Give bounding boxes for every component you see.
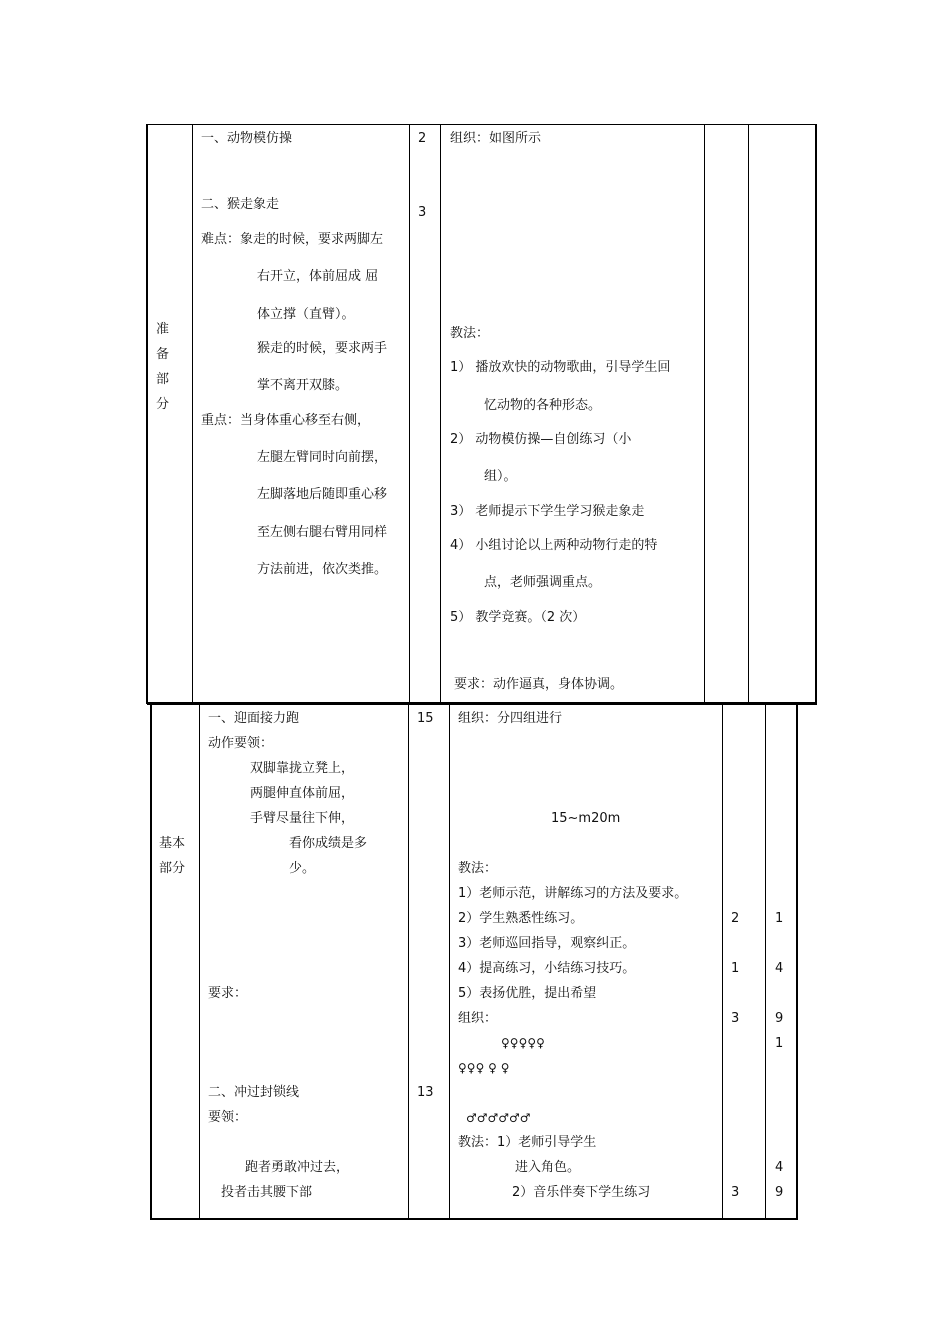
time-value: 3 — [418, 205, 427, 220]
exercise-title: 二、冲过封锁线 — [208, 1085, 300, 1100]
difficulty-line: 难点：象走的时候，要求两脚左 — [201, 232, 384, 247]
essentials-label: 要领： — [208, 1110, 248, 1125]
table2-bottom-border — [150, 1218, 798, 1220]
col5-value: 1 — [731, 961, 740, 976]
formation-female-row: ♀♀♀ ♀ ♀ — [458, 1061, 510, 1075]
method-line: 5）表扬优胜，提出希望 — [458, 986, 597, 1001]
table1-divider-1 — [192, 124, 193, 704]
time-value: 15 — [417, 711, 434, 726]
method-line: 4）提高练习，小结练习技巧。 — [458, 961, 636, 976]
organization-text: 组织：分四组进行 — [458, 711, 563, 726]
table2-left-border — [150, 704, 152, 1220]
table2-divider-5 — [765, 704, 766, 1220]
key-point-line: 左脚落地后随即重心移 — [257, 487, 388, 502]
table2-divider-1 — [199, 704, 200, 1220]
table1-top-border — [147, 124, 817, 125]
difficulty-line: 右开立，体前屈成 屈 — [257, 269, 379, 284]
table1-left-border — [146, 124, 148, 704]
col6-value: 4 — [775, 961, 784, 976]
essentials-line: 两腿伸直体前屈， — [250, 786, 355, 801]
method-label: 教法： — [458, 861, 498, 876]
section-label: 部分 — [159, 861, 186, 876]
section-label: 基本 — [159, 836, 186, 851]
method-line: 2）音乐伴奏下学生练习 — [512, 1185, 651, 1200]
col5-value: 2 — [731, 911, 740, 926]
exercise-title: 一、动物模仿操 — [201, 131, 293, 146]
requirement-label: 要求： — [208, 986, 248, 1001]
section-char: 备 — [156, 347, 170, 362]
col6-value: 9 — [775, 1185, 784, 1200]
key-point-line: 方法前进，依次类推。 — [257, 562, 388, 577]
table1-divider-2 — [409, 124, 410, 704]
time-value: 13 — [417, 1085, 434, 1100]
table1-divider-5 — [748, 124, 749, 704]
section-char: 分 — [156, 397, 170, 412]
key-point-line: 至左侧右腿右臂用同样 — [257, 525, 388, 540]
essentials-line: 投者击其腰下部 — [221, 1185, 313, 1200]
essentials-line: 双脚靠拢立凳上， — [250, 761, 355, 776]
method-line: 3） 老师提示下学生学习猴走象走 — [450, 504, 645, 519]
method-line: 5） 教学竞赛。（2 次） — [450, 610, 586, 625]
requirement-text: 要求：动作逼真，身体协调。 — [454, 677, 624, 692]
col6-value: 4 — [775, 1160, 784, 1175]
table1-bottom-border — [147, 702, 817, 705]
formation-male-row: ♂♂♂♂♂♂ — [466, 1111, 531, 1125]
method-line: 3）老师巡回指导，观察纠正。 — [458, 936, 636, 951]
col5-value: 3 — [731, 1011, 740, 1026]
method-line: 进入角色。 — [515, 1160, 581, 1175]
exercise-title: 一、迎面接力跑 — [208, 711, 300, 726]
essentials-label: 动作要领： — [208, 736, 274, 751]
method-line: 点，老师强调重点。 — [484, 575, 602, 590]
difficulty-line: 猴走的时候，要求两手 — [257, 341, 388, 356]
section-char: 部 — [156, 372, 170, 387]
difficulty-line: 掌不离开双膝。 — [257, 378, 349, 393]
method-line: 忆动物的各种形态。 — [484, 398, 602, 413]
distance-label: 15~m20m — [551, 811, 621, 826]
col6-value: 1 — [775, 1036, 784, 1051]
method-line: 4） 小组讨论以上两种动物行走的特 — [450, 538, 658, 553]
method-label: 教法： — [450, 326, 490, 341]
method-line: 1） 播放欢快的动物歌曲，引导学生回 — [450, 360, 671, 375]
method-line: 2） 动物模仿操—自创练习（小 — [450, 432, 632, 447]
organization-label: 组织： — [458, 1011, 498, 1026]
table1-divider-3 — [440, 124, 441, 704]
key-point-line: 重点：当身体重心移至右侧， — [201, 413, 371, 428]
key-point-line: 左腿左臂同时向前摆， — [257, 450, 388, 465]
col5-value: 3 — [731, 1185, 740, 1200]
essentials-line: 跑者勇敢冲过去， — [245, 1160, 350, 1175]
section-char: 准 — [156, 322, 170, 337]
col6-value: 1 — [775, 911, 784, 926]
table2-right-border — [796, 704, 798, 1220]
method-line: 1）老师示范，讲解练习的方法及要求。 — [458, 886, 688, 901]
time-value: 2 — [418, 131, 427, 146]
method-line: 组）。 — [484, 469, 517, 484]
essentials-line: 看你成绩是多 — [289, 836, 368, 851]
exercise-title: 二、猴走象走 — [201, 197, 280, 212]
difficulty-line: 体立撑（直臂）。 — [257, 307, 355, 322]
organization-text: 组织：如图所示 — [450, 131, 542, 146]
table1-right-border — [815, 124, 817, 704]
method-line: 2）学生熟悉性练习。 — [458, 911, 584, 926]
formation-female-row: ♀♀♀♀♀ — [501, 1036, 545, 1050]
essentials-line: 少。 — [289, 861, 316, 876]
table2-divider-4 — [722, 704, 723, 1220]
essentials-line: 手臂尽量往下伸， — [250, 811, 355, 826]
table1-divider-4 — [704, 124, 705, 704]
method-line: 教法：1）老师引导学生 — [458, 1135, 597, 1150]
table2-divider-3 — [449, 704, 450, 1220]
col6-value: 9 — [775, 1011, 784, 1026]
table2-divider-2 — [408, 704, 409, 1220]
